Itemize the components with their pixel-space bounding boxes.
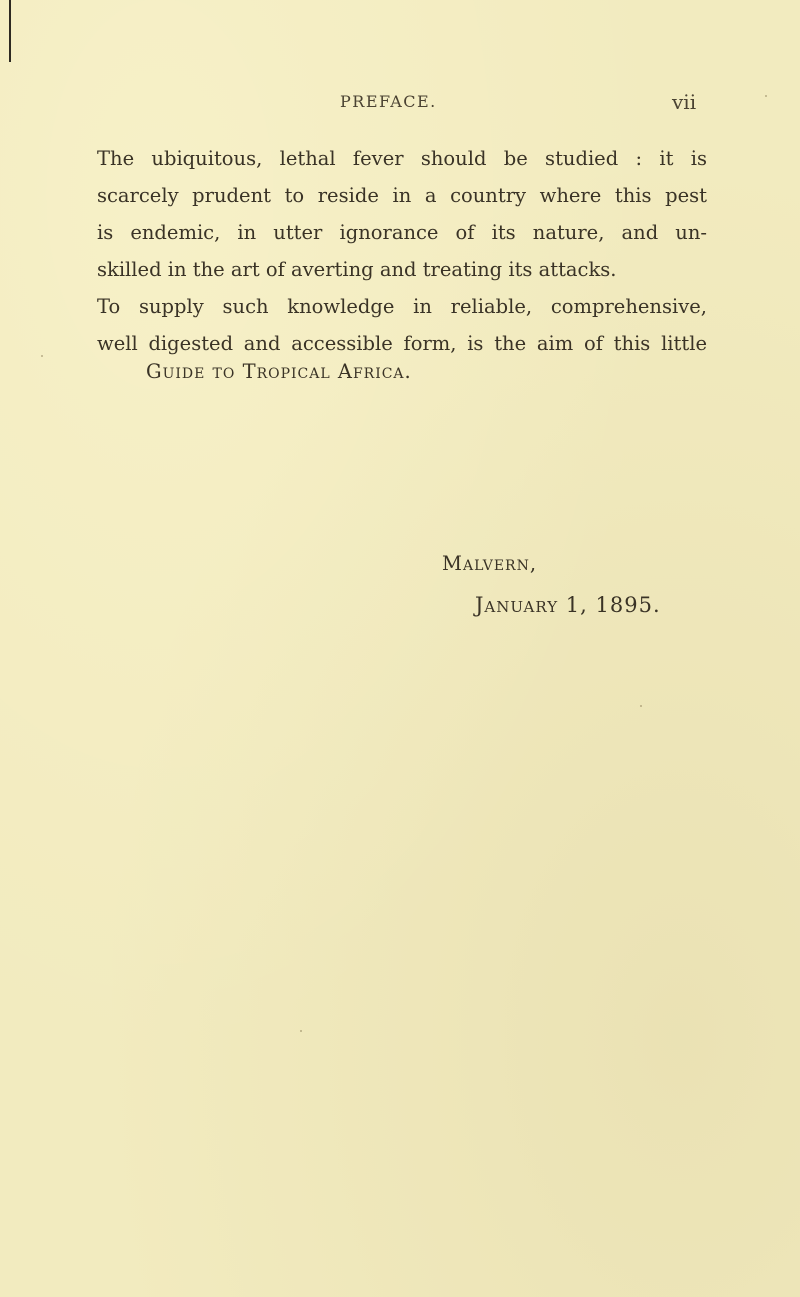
paper-speck — [640, 705, 642, 707]
signature-place: Malvern, — [442, 552, 538, 575]
paragraph-2-line-2: well digested and accessible form, is the aim of this little — [97, 332, 707, 355]
paragraph-2-line-1: To supply such knowledge in reliable, comprehensive, — [97, 295, 707, 318]
running-head: PREFACE. — [340, 92, 437, 111]
paper-speck — [300, 1030, 302, 1032]
guide-title: Guide to Tropical Africa. — [146, 360, 412, 383]
paragraph-1-line-4: skilled in the art of averting and treating its attacks. — [97, 258, 617, 281]
page-number: vii — [672, 90, 697, 114]
paragraph-1 — [97, 140, 707, 288]
signature-date: January 1, 1895. — [475, 593, 661, 617]
paragraph-1-line-1: The ubiquitous, lethal fever should be studied : it is — [97, 147, 707, 170]
paragraph-1-line-3: is endemic, in utter ignorance of its nature, and un- — [97, 221, 707, 244]
paragraph-1-line-2: scarcely prudent to reside in a country where this pest — [97, 184, 707, 207]
page-edge-line — [9, 0, 11, 62]
paper-speck — [41, 355, 43, 357]
paper-speck — [765, 95, 767, 97]
paragraph-2 — [97, 288, 707, 362]
